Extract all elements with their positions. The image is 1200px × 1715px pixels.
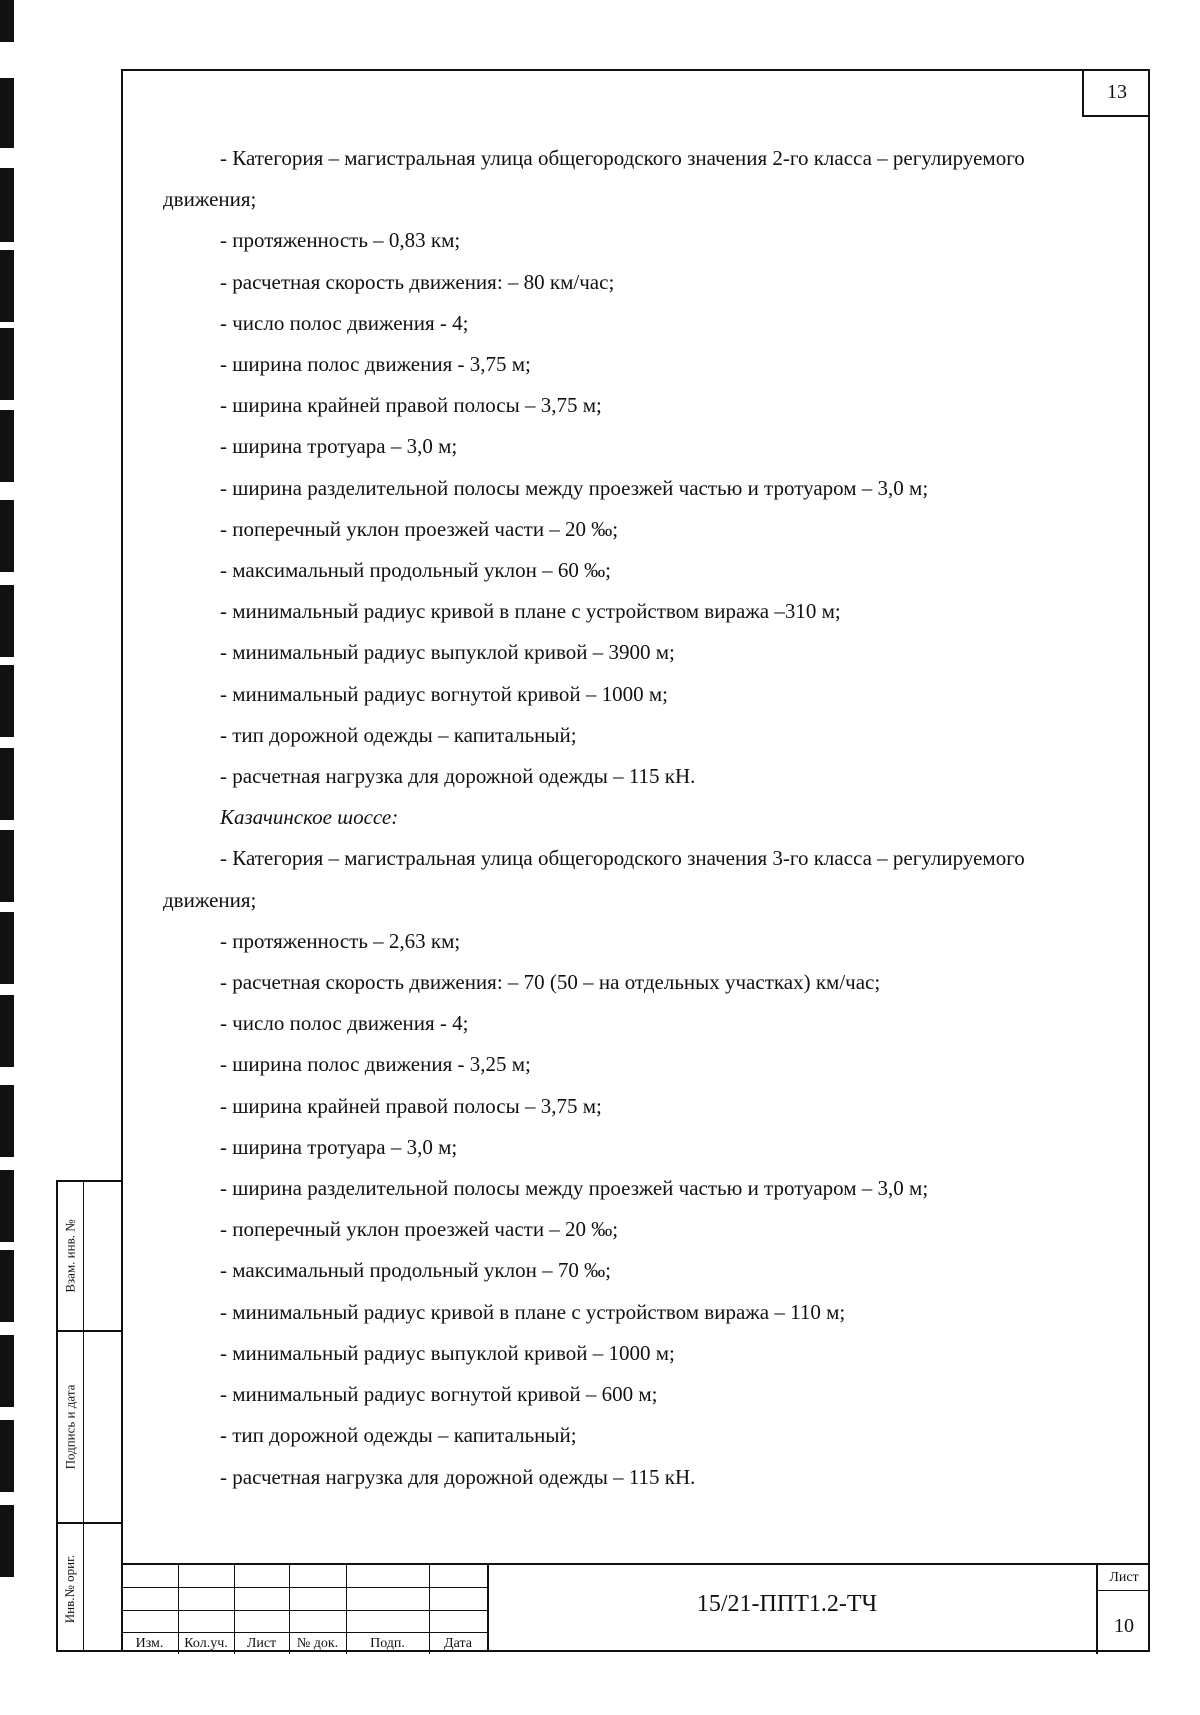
body-text (163, 138, 1123, 1498)
paragraph: - минимальный радиус выпуклой кривой – 1000 м; (220, 1340, 675, 1365)
binder-mark (0, 665, 14, 737)
binder-mark (0, 912, 14, 984)
paragraph: - ширина тротуара – 3,0 м; (220, 434, 458, 459)
paragraph: - расчетная нагрузка для дорожной одежды – 115 кН. (220, 764, 696, 789)
paragraph: - Категория – магистральная улица общегородского значения 3-го класса – регулируемого (220, 846, 1025, 871)
binder-mark (0, 1335, 14, 1407)
binder-mark (0, 410, 14, 482)
page-number (1082, 69, 1150, 117)
paragraph: - тип дорожной одежды – капитальный; (220, 722, 577, 747)
binder-mark (0, 1420, 14, 1492)
tb-row-line (121, 1610, 487, 1611)
title-block (121, 1563, 1150, 1652)
paragraph: - протяженность – 2,63 км; (220, 928, 461, 953)
paragraph: - ширина разделительной полосы между проезжей частью и тротуаром – 3,0 м; (220, 475, 929, 500)
paragraph: - ширина полос движения - 3,25 м; (220, 1052, 531, 1077)
document-code: 15/21-ППТ1.2-ТЧ (696, 1591, 878, 1617)
paragraph: - минимальный радиус кривой в плане с устройством виража –310 м; (220, 599, 841, 624)
binder-mark (0, 830, 14, 902)
binder-mark (0, 1085, 14, 1157)
tb-header-ndok: № док. (296, 1635, 339, 1651)
paragraph: - ширина крайней правой полосы – 3,75 м; (220, 393, 602, 418)
side-label-vzam (58, 1182, 83, 1330)
paragraph: - минимальный радиус кривой в плане с устройством виража – 110 м; (220, 1299, 846, 1324)
paragraph: - максимальный продольный уклон – 60 ‰; (220, 558, 611, 583)
title-block-grid (121, 1565, 487, 1654)
paragraph: - минимальный радиус выпуклой кривой – 3900 м; (220, 640, 675, 665)
paragraph: - поперечный уклон проезжей части – 20 ‰; (220, 516, 619, 541)
binder-mark (0, 250, 14, 322)
side-stamp (56, 1180, 121, 1652)
paragraph: - число полос движения - 4; (220, 1011, 469, 1036)
side-label-podpis-text: Подпись и дата (62, 1384, 78, 1470)
paragraph: - тип дорожной одежды – капитальный; (220, 1423, 577, 1448)
binder-mark (0, 1505, 14, 1577)
binder-mark (0, 168, 14, 242)
paragraph: - ширина крайней правой полосы – 3,75 м; (220, 1093, 602, 1118)
paragraph: - минимальный радиус вогнутой кривой – 600 м; (220, 1382, 658, 1407)
sheet-box-line (1098, 1590, 1150, 1591)
tb-header-list: Лист (246, 1635, 277, 1651)
side-label-inv-text: Инв.№ ориг. (62, 1554, 78, 1624)
tb-row-line (121, 1587, 487, 1588)
paragraph: - поперечный уклон проезжей части – 20 ‰; (220, 1217, 619, 1242)
paragraph: - расчетная скорость движения: – 70 (50 – на отдельных участках) км/час; (220, 970, 881, 995)
paragraph: - расчетная нагрузка для дорожной одежды – 115 кН. (220, 1464, 696, 1489)
paragraph: Казачинское шоссе: (220, 805, 399, 830)
side-stamp-divider (83, 1182, 84, 1650)
sheet-label: Лист (1109, 1570, 1139, 1585)
binder-mark (0, 585, 14, 657)
binder-mark (0, 1170, 14, 1242)
paragraph: - ширина тротуара – 3,0 м; (220, 1134, 458, 1159)
side-label-inv (58, 1524, 83, 1654)
side-label-podpis (58, 1332, 83, 1522)
binder-mark (0, 328, 14, 400)
binder-mark (0, 748, 14, 820)
paragraph: - минимальный радиус вогнутой кривой – 1000 м; (220, 681, 668, 706)
binder-mark (0, 500, 14, 572)
paragraph: - число полос движения - 4; (220, 310, 469, 335)
tb-header-koluch: Кол.уч. (184, 1635, 228, 1651)
paragraph: движения; (163, 187, 257, 212)
sheet-number: 10 (1114, 1615, 1134, 1637)
binder-mark (0, 995, 14, 1067)
side-label-vzam-text: Взам. инв. № (62, 1219, 78, 1293)
binder-mark (0, 1250, 14, 1322)
binder-mark (0, 0, 14, 42)
paragraph: - ширина полос движения - 3,75 м; (220, 352, 531, 377)
tb-header-data: Дата (444, 1635, 472, 1651)
paragraph: - максимальный продольный уклон – 70 ‰; (220, 1258, 611, 1283)
sheet-box (1096, 1565, 1150, 1654)
page-number-text: 13 (1107, 80, 1127, 103)
binder-mark (0, 78, 14, 148)
paragraph: - расчетная скорость движения: – 80 км/час; (220, 269, 615, 294)
tb-header-izm: Изм. (135, 1635, 164, 1651)
paragraph: - Категория – магистральная улица общегородского значения 2-го класса – регулируемого (220, 146, 1025, 170)
paragraph: - протяженность – 0,83 км; (220, 228, 461, 253)
paragraph: - ширина разделительной полосы между проезжей частью и тротуаром – 3,0 м; (220, 1176, 929, 1201)
tb-header-podp: Подп. (370, 1635, 405, 1651)
paragraph: движения; (163, 887, 257, 912)
